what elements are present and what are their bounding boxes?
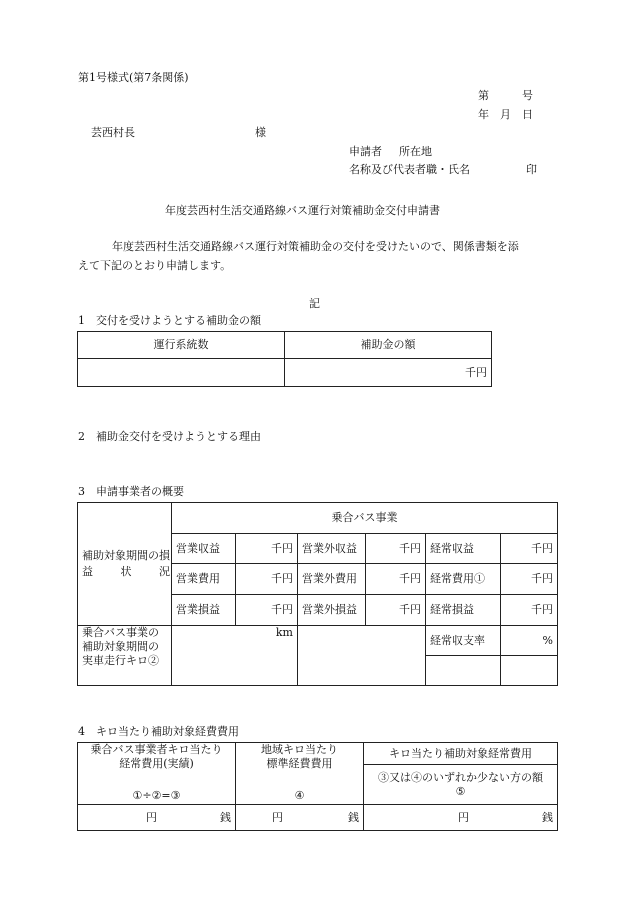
op-expense-unit[interactable]: 千円 <box>236 564 298 595</box>
op-profit-label: 営業損益 <box>172 595 236 626</box>
section3-heading: 3 申請事業者の概要 <box>78 485 184 498</box>
non-op-expense-label: 営業外費用 <box>298 564 366 595</box>
ordinary-profit-unit[interactable]: 千円 <box>501 595 558 626</box>
standard-cost-header <box>236 743 364 805</box>
standard-sen: 銭 <box>348 810 359 824</box>
honorific: 様 <box>255 126 266 139</box>
subsidy-cost-mark: ⑤ <box>455 784 466 798</box>
subsidy-cost-title: キロ当たり補助対象経常費用 <box>364 743 558 765</box>
ordinary-expense-unit[interactable]: 千円 <box>501 564 558 595</box>
name-label: 名称及び代表者職・氏名 <box>349 163 470 176</box>
op-expense-label: 営業費用 <box>172 564 236 595</box>
mileage-unit[interactable]: km <box>172 626 298 686</box>
bus-business-header: 乗合バス事業 <box>172 503 558 534</box>
op-revenue-label: 営業収益 <box>172 534 236 564</box>
standard-cost-line2: 標準経費費用 <box>266 757 333 770</box>
actual-cost-formula: ①÷②=③ <box>132 789 181 802</box>
ordinary-revenue-label: 経常収益 <box>426 534 501 564</box>
route-count-header: 運行系統数 <box>78 332 285 359</box>
subsidy-amount-cell[interactable]: 千円 <box>285 359 492 387</box>
standard-cost-mark: ④ <box>294 789 305 802</box>
address-label: 所在地 <box>399 145 432 158</box>
applicant-overview-table <box>77 502 558 686</box>
op-revenue-unit[interactable]: 千円 <box>236 534 298 564</box>
subsidy-cost-condition <box>364 765 558 805</box>
ki-heading: 記 <box>309 297 320 310</box>
mileage-label: 乗合バス事業の補助対象期間の実車走行キロ② <box>78 626 172 686</box>
subsidy-cost-amount[interactable] <box>364 805 558 831</box>
subsidy-yen: 円 <box>458 810 469 824</box>
subsidy-amount-header: 補助金の額 <box>285 332 492 359</box>
non-op-profit-unit[interactable]: 千円 <box>366 595 426 626</box>
addressee: 芸西村長 <box>91 126 135 139</box>
non-op-profit-label: 営業外損益 <box>298 595 366 626</box>
subsidy-amount-table <box>77 331 492 387</box>
ordinary-expense-label: 経常費用① <box>426 564 501 595</box>
actual-cost-header <box>78 743 236 805</box>
subsidy-sen: 銭 <box>542 810 553 824</box>
body-text-line2: えて下記のとおり申請します。 <box>78 259 232 272</box>
ordinary-profit-label: 経常損益 <box>426 595 501 626</box>
ratio-blank-2 <box>501 656 558 686</box>
non-op-expense-unit[interactable]: 千円 <box>366 564 426 595</box>
actual-cost-line1: 乗合バス事業者キロ当たり <box>90 743 223 756</box>
non-op-revenue-unit[interactable]: 千円 <box>366 534 426 564</box>
form-number: 第1号様式(第7条関係) <box>78 71 189 84</box>
per-km-cost-table <box>77 742 558 831</box>
actual-cost-amount[interactable] <box>78 805 236 831</box>
section4-heading: 4 キロ当たり補助対象経費費用 <box>78 725 239 738</box>
date: 年 月 日 <box>478 108 533 121</box>
standard-cost-line1: 地域キロ当たり <box>261 743 338 756</box>
actual-cost-line2: 経常費用(実績) <box>119 757 194 770</box>
applicant-label: 申請者 <box>349 145 382 158</box>
section1-heading: 1 交付を受けようとする補助金の額 <box>78 314 261 327</box>
ordinary-revenue-unit[interactable]: 千円 <box>501 534 558 564</box>
op-profit-unit[interactable]: 千円 <box>236 595 298 626</box>
non-op-revenue-label: 営業外収益 <box>298 534 366 564</box>
standard-yen: 円 <box>272 810 283 824</box>
actual-yen: 円 <box>146 810 157 824</box>
seal-mark: 印 <box>526 163 537 176</box>
standard-cost-amount[interactable] <box>236 805 364 831</box>
section2-heading: 2 補助金交付を受けようとする理由 <box>78 430 261 443</box>
actual-sen: 銭 <box>220 810 231 824</box>
document-title: 年度芸西村生活交通路線バス運行対策補助金交付申請書 <box>165 204 440 217</box>
blank-cell <box>298 626 426 686</box>
ratio-label: 経常収支率 <box>426 626 501 656</box>
period-label: 補助対象期間の損益状況 <box>82 549 170 578</box>
ratio-unit[interactable]: % <box>501 626 558 656</box>
body-text-line1: 年度芸西村生活交通路線バス運行対策補助金の交付を受けたいので、関係書類を添 <box>112 240 519 253</box>
ratio-blank-1 <box>426 656 501 686</box>
subsidy-cost-line1: ③又は④のいずれか少ない方の額 <box>378 770 543 784</box>
document-number: 第 号 <box>478 89 533 102</box>
route-count-cell[interactable] <box>78 359 285 387</box>
